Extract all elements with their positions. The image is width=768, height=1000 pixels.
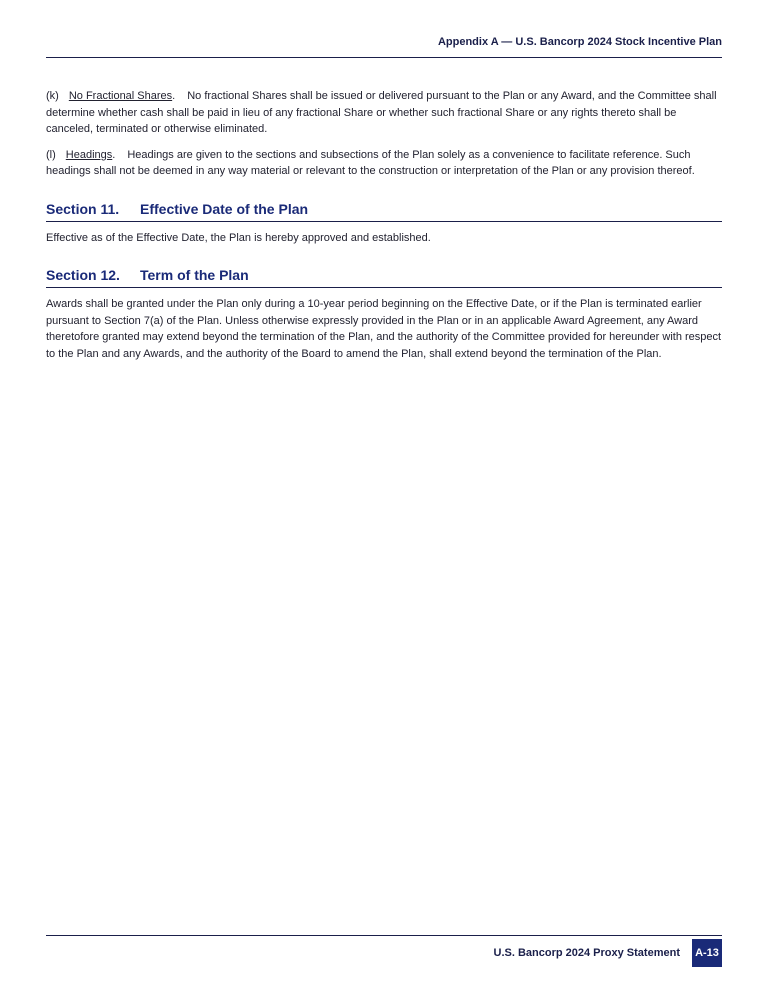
paragraph-k-text: No fractional Shares shall be issued or delivered pursuant to the Plan or any Award, and the Committee shall determine whether cash shall be paid in lieu of any fractional Share or whether such fractional Share or any rights thereto shall be canceled, terminated or otherwise eliminated. — [46, 90, 717, 135]
section-11-title: Effective Date of the Plan — [140, 200, 309, 217]
section-12-title: Term of the Plan — [140, 267, 249, 283]
header-title: Appendix A — U.S. Bancorp 2024 Stock Incentive Plan — [437, 36, 722, 48]
paragraph-k-heading: No Fractional Shares — [68, 90, 173, 102]
page-header — [46, 34, 722, 58]
section-12-text: Awards shall be granted under the Plan only during a 10-year period beginning on the Effective Date, or if the Plan is terminated earlier pursuant to Section 7(a) of the Plan. Unless otherwise expressly provided in the Plan or in an applicable Award Agreement, any Award theretofore granted may extend beyond the termination of the Plan, and the authority of the Committee provided for hereunder with respect to the Plan and any Awards, and the authority of the Board to amend the Plan, shall extend beyond the termination of the Plan. — [46, 298, 722, 360]
paragraph-l: (l) Headings. Headings are given to the sections and subsections of the Plan solely as a convenience to facilitate reference. Such headings shall not be deemed in any way material or relevant to the construction or interpretation of the Plan or any provision thereof. — [46, 148, 695, 177]
paragraph-k-label: (k) — [46, 90, 59, 102]
page-number-badge: A-13 — [692, 939, 722, 967]
header-divider — [46, 57, 722, 58]
section-11-text: Effective as of the Effective Date, the Plan is hereby approved and established. — [46, 231, 431, 244]
section-11-number: Section 11. — [46, 200, 120, 217]
footer-divider — [46, 935, 722, 936]
section-12-heading — [46, 266, 722, 288]
footer-text: U.S. Bancorp 2024 Proxy Statement — [493, 947, 680, 959]
paragraph-k: (k) No Fractional Shares. No fractional Shares shall be issued or delivered pursuant to the Plan or any Award, and the Committee shall determine whether cash shall be paid in lieu of any fractional Share or whether such fractional Share or any rights thereto shall be canceled, terminated or otherwise eliminated. — [46, 90, 717, 135]
section-12-number: Section 12. — [46, 267, 120, 283]
document-body — [46, 88, 722, 371]
section-11-heading — [46, 200, 722, 222]
paragraph-l-text: Headings are given to the sections and subsections of the Plan solely as a convenience to facilitate reference. Such headings shall not be deemed in any way material or relevant to the construction or interpretation of the Plan or any provision thereof. — [46, 148, 695, 177]
paragraph-l-heading: Headings — [65, 148, 113, 161]
paragraph-l-label: (l) — [46, 148, 56, 161]
page-footer — [46, 935, 722, 967]
